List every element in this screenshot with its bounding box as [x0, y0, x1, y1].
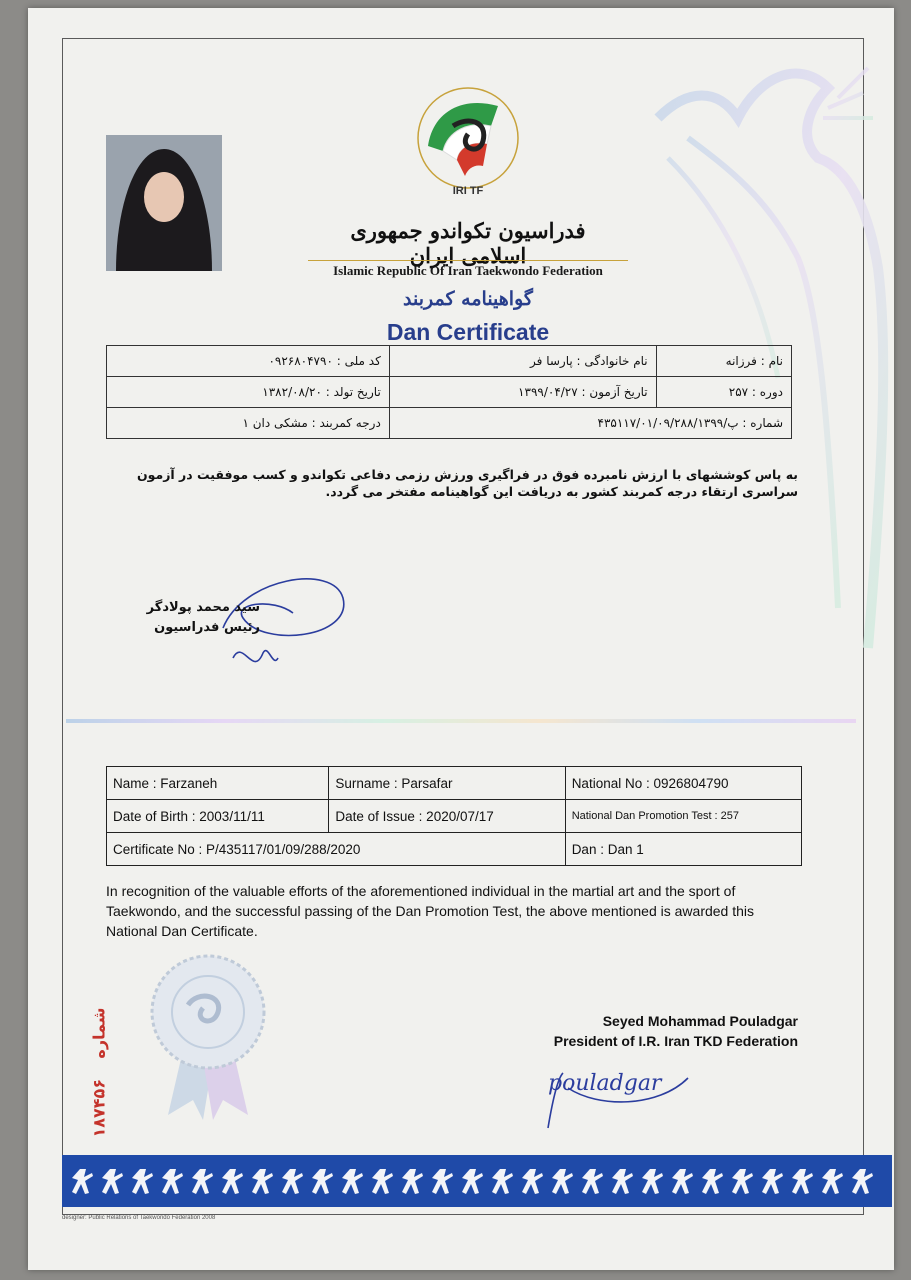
fa-name-cell: نام : فرزانه	[656, 346, 791, 377]
kicking-figures-icon	[62, 1155, 892, 1207]
kicking-figure	[342, 1169, 363, 1194]
fa-signatory-name: سید محمد پولادگر	[146, 600, 260, 615]
en-signatory-role: President of I.R. Iran TKD Federation	[553, 1033, 798, 1049]
kicking-figure	[852, 1169, 873, 1194]
kicking-figure	[612, 1169, 633, 1194]
kicking-figure	[192, 1169, 213, 1194]
en-surname-cell: Surname : Parsafar	[329, 767, 565, 800]
kicking-figure	[432, 1169, 453, 1194]
federation-logo-icon	[413, 86, 523, 198]
english-statement: In recognition of the valuable efforts of the aforementioned individual in the martial art and the sport of Taekwondo, and the successful passing of the Dan Promotion Test, the above mentioned is awarded this National Dan Certificate.	[106, 883, 755, 939]
kicking-figure	[282, 1169, 303, 1194]
kicking-figure	[582, 1169, 603, 1194]
kicking-figure	[492, 1169, 513, 1194]
english-details-table	[106, 766, 802, 866]
en-birth-cell: Date of Birth : 2003/11/11	[107, 800, 329, 833]
en-name-cell: Name : Farzaneh	[107, 767, 329, 800]
serial-value: ۱۸۷۴۵۶	[89, 1078, 109, 1138]
fa-number-cell: شماره : پ/۴۳۵۱۱۷/۰۱/۰۹/۲۸۸/۱۳۹۹	[389, 408, 791, 439]
kicking-figure	[792, 1169, 813, 1194]
kicking-figure	[312, 1169, 333, 1194]
en-signatory-name: Seyed Mohammad Pouladgar	[602, 1013, 798, 1029]
english-signature	[508, 1038, 708, 1138]
certificate-title-fa: گواهینامه کمربند	[403, 288, 533, 310]
fa-exam-date-cell: تاریخ آزمون : ۱۳۹۹/۰۴/۲۷	[389, 377, 656, 408]
en-test-cell: National Dan Promotion Test : 257	[565, 800, 801, 833]
logo-text: IRI TF	[452, 185, 484, 197]
kicking-figure	[162, 1169, 183, 1194]
kicking-figure	[222, 1169, 243, 1194]
holder-photo	[106, 135, 222, 271]
kicking-figure	[132, 1169, 153, 1194]
fa-surname-cell: نام خانوادگی : پارسا فر	[389, 346, 656, 377]
en-national-no-cell: National No : 0926804790	[565, 767, 801, 800]
taekwondo-figures-band	[62, 1155, 892, 1207]
footnote: designer: Public Relations of Taekwondo Federation 2008	[62, 1215, 216, 1221]
holographic-strip	[66, 719, 856, 723]
kicking-figure	[552, 1169, 573, 1194]
persian-statement: به پاس کوششهای با ارزش نامبرده فوق در فراگیری ورزش رزمی دفاعی تکواندو و کسب موفقیت در آزمون سراسری ارتقاء درجه کمربند کشور به دریافت این گواهینامه مفتخر می گردد.	[136, 467, 798, 499]
kicking-figure	[762, 1169, 783, 1194]
kicking-figure	[522, 1169, 543, 1194]
kicking-figure	[822, 1169, 843, 1194]
holographic-seal-icon	[143, 950, 273, 1120]
kicking-figure	[72, 1169, 93, 1194]
en-certificate-cell: Certificate No : P/435117/01/09/288/2020	[107, 833, 566, 866]
kicking-figure	[672, 1169, 693, 1194]
kicking-figure	[462, 1169, 483, 1194]
kicking-figure	[642, 1169, 663, 1194]
certificate-paper	[28, 8, 894, 1270]
fa-belt-cell: درجه کمربند : مشکی دان ۱	[107, 408, 390, 439]
serial-number	[54, 1007, 114, 1138]
federation-name-fa: فدراسیون تکواندو جمهوری اسلامی ایران	[350, 218, 586, 268]
kicking-figure	[702, 1169, 723, 1194]
fa-signatory-role: رئیس فدراسیون	[154, 620, 260, 635]
serial-label: شماره	[89, 1007, 109, 1059]
kicking-figure	[402, 1169, 423, 1194]
kicking-figure	[102, 1169, 123, 1194]
kicking-figure	[372, 1169, 393, 1194]
federation-name-en: Islamic Republic Of Iran Taekwondo Federation	[308, 260, 628, 279]
fa-period-cell: دوره : ۲۵۷	[656, 377, 791, 408]
kicking-figure	[252, 1169, 273, 1194]
certificate-title-en: Dan Certificate	[386, 319, 550, 345]
fa-birth-date-cell: تاریخ تولد : ۱۳۸۲/۰۸/۲۰	[107, 377, 390, 408]
en-issue-cell: Date of Issue : 2020/07/17	[329, 800, 565, 833]
persian-signatory	[110, 598, 260, 638]
kicking-figure	[732, 1169, 753, 1194]
fa-national-code-cell: کد ملی : ۰۹۲۶۸۰۴۷۹۰	[107, 346, 390, 377]
en-dan-cell: Dan : Dan 1	[565, 833, 801, 866]
handwritten-signature: pouladgar	[548, 1071, 662, 1096]
persian-details-table	[106, 345, 792, 439]
